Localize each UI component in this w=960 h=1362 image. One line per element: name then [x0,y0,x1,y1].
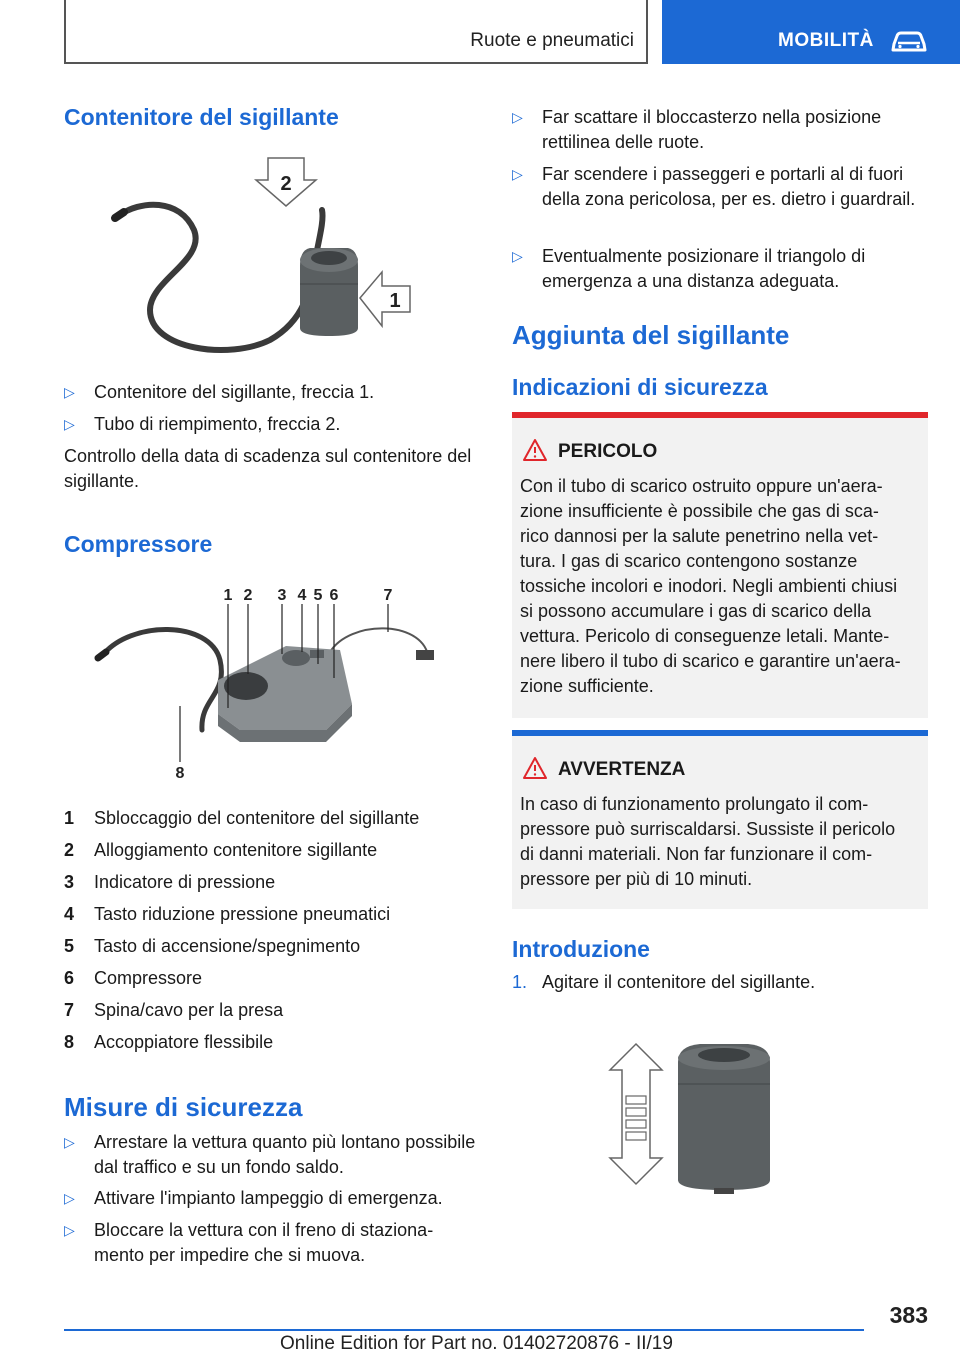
compressor-figure [90,580,450,785]
figure1-label-1: 1 [389,290,401,312]
figure2-label-1: 1 [223,587,233,604]
triangle-bullet-icon: ▷ [64,384,75,400]
paragraph-expiry-check: Controllo della data di scadenza sul contenitore del sigillante. [64,446,472,491]
triangle-bullet-icon: ▷ [64,416,75,432]
list-item: 3 Indicatore di pressione [64,872,276,892]
list-item: 8 Accoppiatore flessibile [64,1032,274,1052]
figure2-label-4: 4 [297,587,307,604]
triangle-bullet-icon: ▷ [64,1134,75,1150]
figure2-label-7: 7 [383,587,393,604]
heading-add-sealant: Aggiunta del sigillante [512,320,790,350]
header-section-box [64,0,648,64]
sealant-container-figure [110,150,420,365]
list-item: 4 Tasto riduzione pressione pneumatici [64,904,391,924]
list-item: ▷ Eventualmente posizionare il triangolo di emergenza a una distanza adeguata. [512,246,866,291]
page-number: 383 [889,1302,928,1328]
list-item: ▷ Tubo di riempimento, freccia 2. [64,412,474,437]
list-item: ▷ Far scattare il bloccasterzo nella posizione rettilinea delle ruote. [512,107,882,152]
list-item: 1. Agitare il contenitore del sigillante. [512,972,816,992]
header-chapter-title: MOBILITÀ [778,30,874,51]
warning-text: In caso di funzionamento prolungato il com- pressore può surriscaldarsi. Sussiste il pericolo di danni materiali. Non far funzionare il com- pressore per più di 10 minuti. [520,794,896,889]
list-item: 7 Spina/cavo per la presa [64,1000,284,1020]
danger-text: Con il tubo di scarico ostruito oppure un'aera- zione insufficiente è possibile che gas di sca- rico dannosi per la salute penetrino nella vet- tura. I gas di scarico contengono sostanze tossiche incolori e inodori. Negli ambienti chiusi si possono accumulare i gas di scarico della vettura. Pericolo di conseguenze letali. Mante- nere libero il tubo di scarico e garantire un'aera- zione sufficiente. [520,476,901,696]
figure2-label-5: 5 [313,587,323,604]
list-item: ▷ Far scendere i passeggeri e portarli al di fuori della zona pericolosa, per es. dietro i guardrail. [512,164,916,209]
figure1-label-2: 2 [280,173,292,195]
list-item: ▷ Attivare l'impianto lampeggio di emergenza. [64,1186,476,1211]
footer-divider [64,1329,864,1331]
list-item: 6 Compressore [64,968,203,988]
footer-edition: Online Edition for Part no. 01402720876 - II/19 [280,1333,673,1354]
figure2-label-8: 8 [175,765,185,782]
list-item: ▷ Arrestare la vettura quanto più lontano possibile dal traffico e su un fondo saldo. [64,1132,476,1177]
figure2-label-2: 2 [243,587,253,604]
warning-triangle-icon [522,756,548,780]
heading-introduction: Introduzione [512,936,650,962]
triangle-bullet-icon: ▷ [64,1190,75,1206]
list-item: 5 Tasto di accensione/spegnimento [64,936,361,956]
heading-sealant-container: Contenitore del sigillante [64,104,339,130]
header-section-title: Ruote e pneumatici [470,30,634,51]
shake-container-figure [606,1040,786,1200]
triangle-bullet-icon: ▷ [64,1222,75,1238]
triangle-bullet-icon: ▷ [512,109,523,125]
heading-safety-measures: Misure di sicurezza [64,1092,303,1122]
warning-title: AVVERTENZA [558,759,686,780]
danger-title: PERICOLO [558,441,658,462]
list-item: ▷ Bloccare la vettura con il freno di stazionamento per impedire che si muova. [64,1220,434,1265]
figure2-label-6: 6 [329,587,339,604]
figure2-label-3: 3 [277,587,287,604]
car-icon [890,28,928,54]
danger-box [512,412,928,718]
heading-compressor: Compressore [64,531,213,557]
triangle-bullet-icon: ▷ [512,166,523,182]
warning-triangle-icon [522,438,548,462]
list-item: 1 Sbloccaggio del contenitore del sigillante [64,808,420,828]
header-chapter-tab[interactable] [662,0,960,64]
triangle-bullet-icon: ▷ [512,248,523,264]
list-item: ▷ Contenitore del sigillante, freccia 1. [64,380,474,405]
heading-safety-notes: Indicazioni di sicurezza [512,374,768,400]
warning-box [512,730,928,909]
list-item: 2 Alloggiamento contenitore sigillante [64,840,378,860]
